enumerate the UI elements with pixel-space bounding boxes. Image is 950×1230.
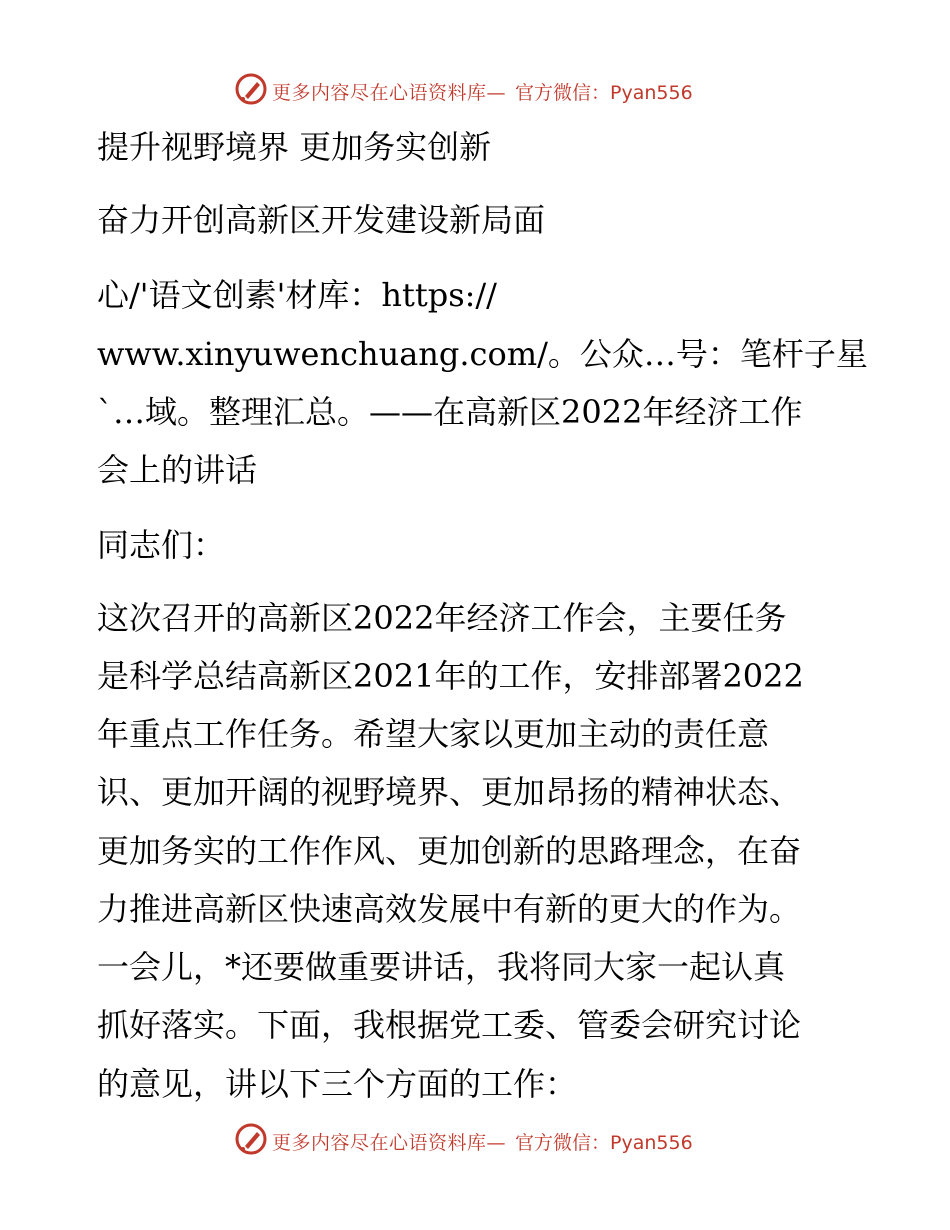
paragraph-line: 这次召开的高新区2022年经济工作会，主要任务 (97, 599, 787, 637)
source-line-1: 心/'语文创素'材库：https:// (97, 276, 497, 314)
title-line-1: 提升视野境界 更加务实创新 (97, 128, 492, 166)
logo-icon (234, 1122, 268, 1160)
source-line-2: www.xinyuwenchuang.com/。公众…号：笔杆子星 (97, 335, 868, 373)
source-line-3: `…域。整理汇总。——在高新区2022年经济工作 (97, 393, 803, 431)
logo-icon (234, 72, 268, 110)
watermark-wechat: 官方微信：Pyan556 (515, 1132, 693, 1154)
paragraph-line: 一会儿，*还要做重要讲话，我将同大家一起认真 (97, 948, 786, 986)
watermark-wechat: 官方微信：Pyan556 (515, 82, 693, 104)
watermark-text: 更多内容尽在心语资料库— (272, 1132, 507, 1154)
paragraph-line: 年重点工作任务。希望大家以更加主动的责任意 (97, 715, 770, 753)
source-line-4: 会上的讲话 (97, 451, 258, 489)
paragraph-line: 识、更加开阔的视野境界、更加昂扬的精神状态、 (97, 773, 802, 811)
paragraph-line: 抓好落实。下面，我根据党工委、管委会研究讨论 (97, 1006, 802, 1044)
watermark-text: 更多内容尽在心语资料库— (272, 82, 507, 104)
paragraph-line: 的意见，讲以下三个方面的工作： (97, 1065, 578, 1103)
paragraph-line: 是科学总结高新区2021年的工作，安排部署2022 (97, 657, 804, 695)
salutation: 同志们： (97, 526, 226, 564)
title-line-2: 奋力开创高新区开发建设新局面 (97, 201, 546, 239)
paragraph-line: 力推进高新区快速高效发展中有新的更大的作为。 (97, 890, 802, 928)
paragraph-line: 更加务实的工作作风、更加创新的思路理念，在奋 (97, 832, 802, 870)
watermark-banner-top (0, 70, 950, 110)
watermark-banner-bottom (0, 1120, 950, 1160)
